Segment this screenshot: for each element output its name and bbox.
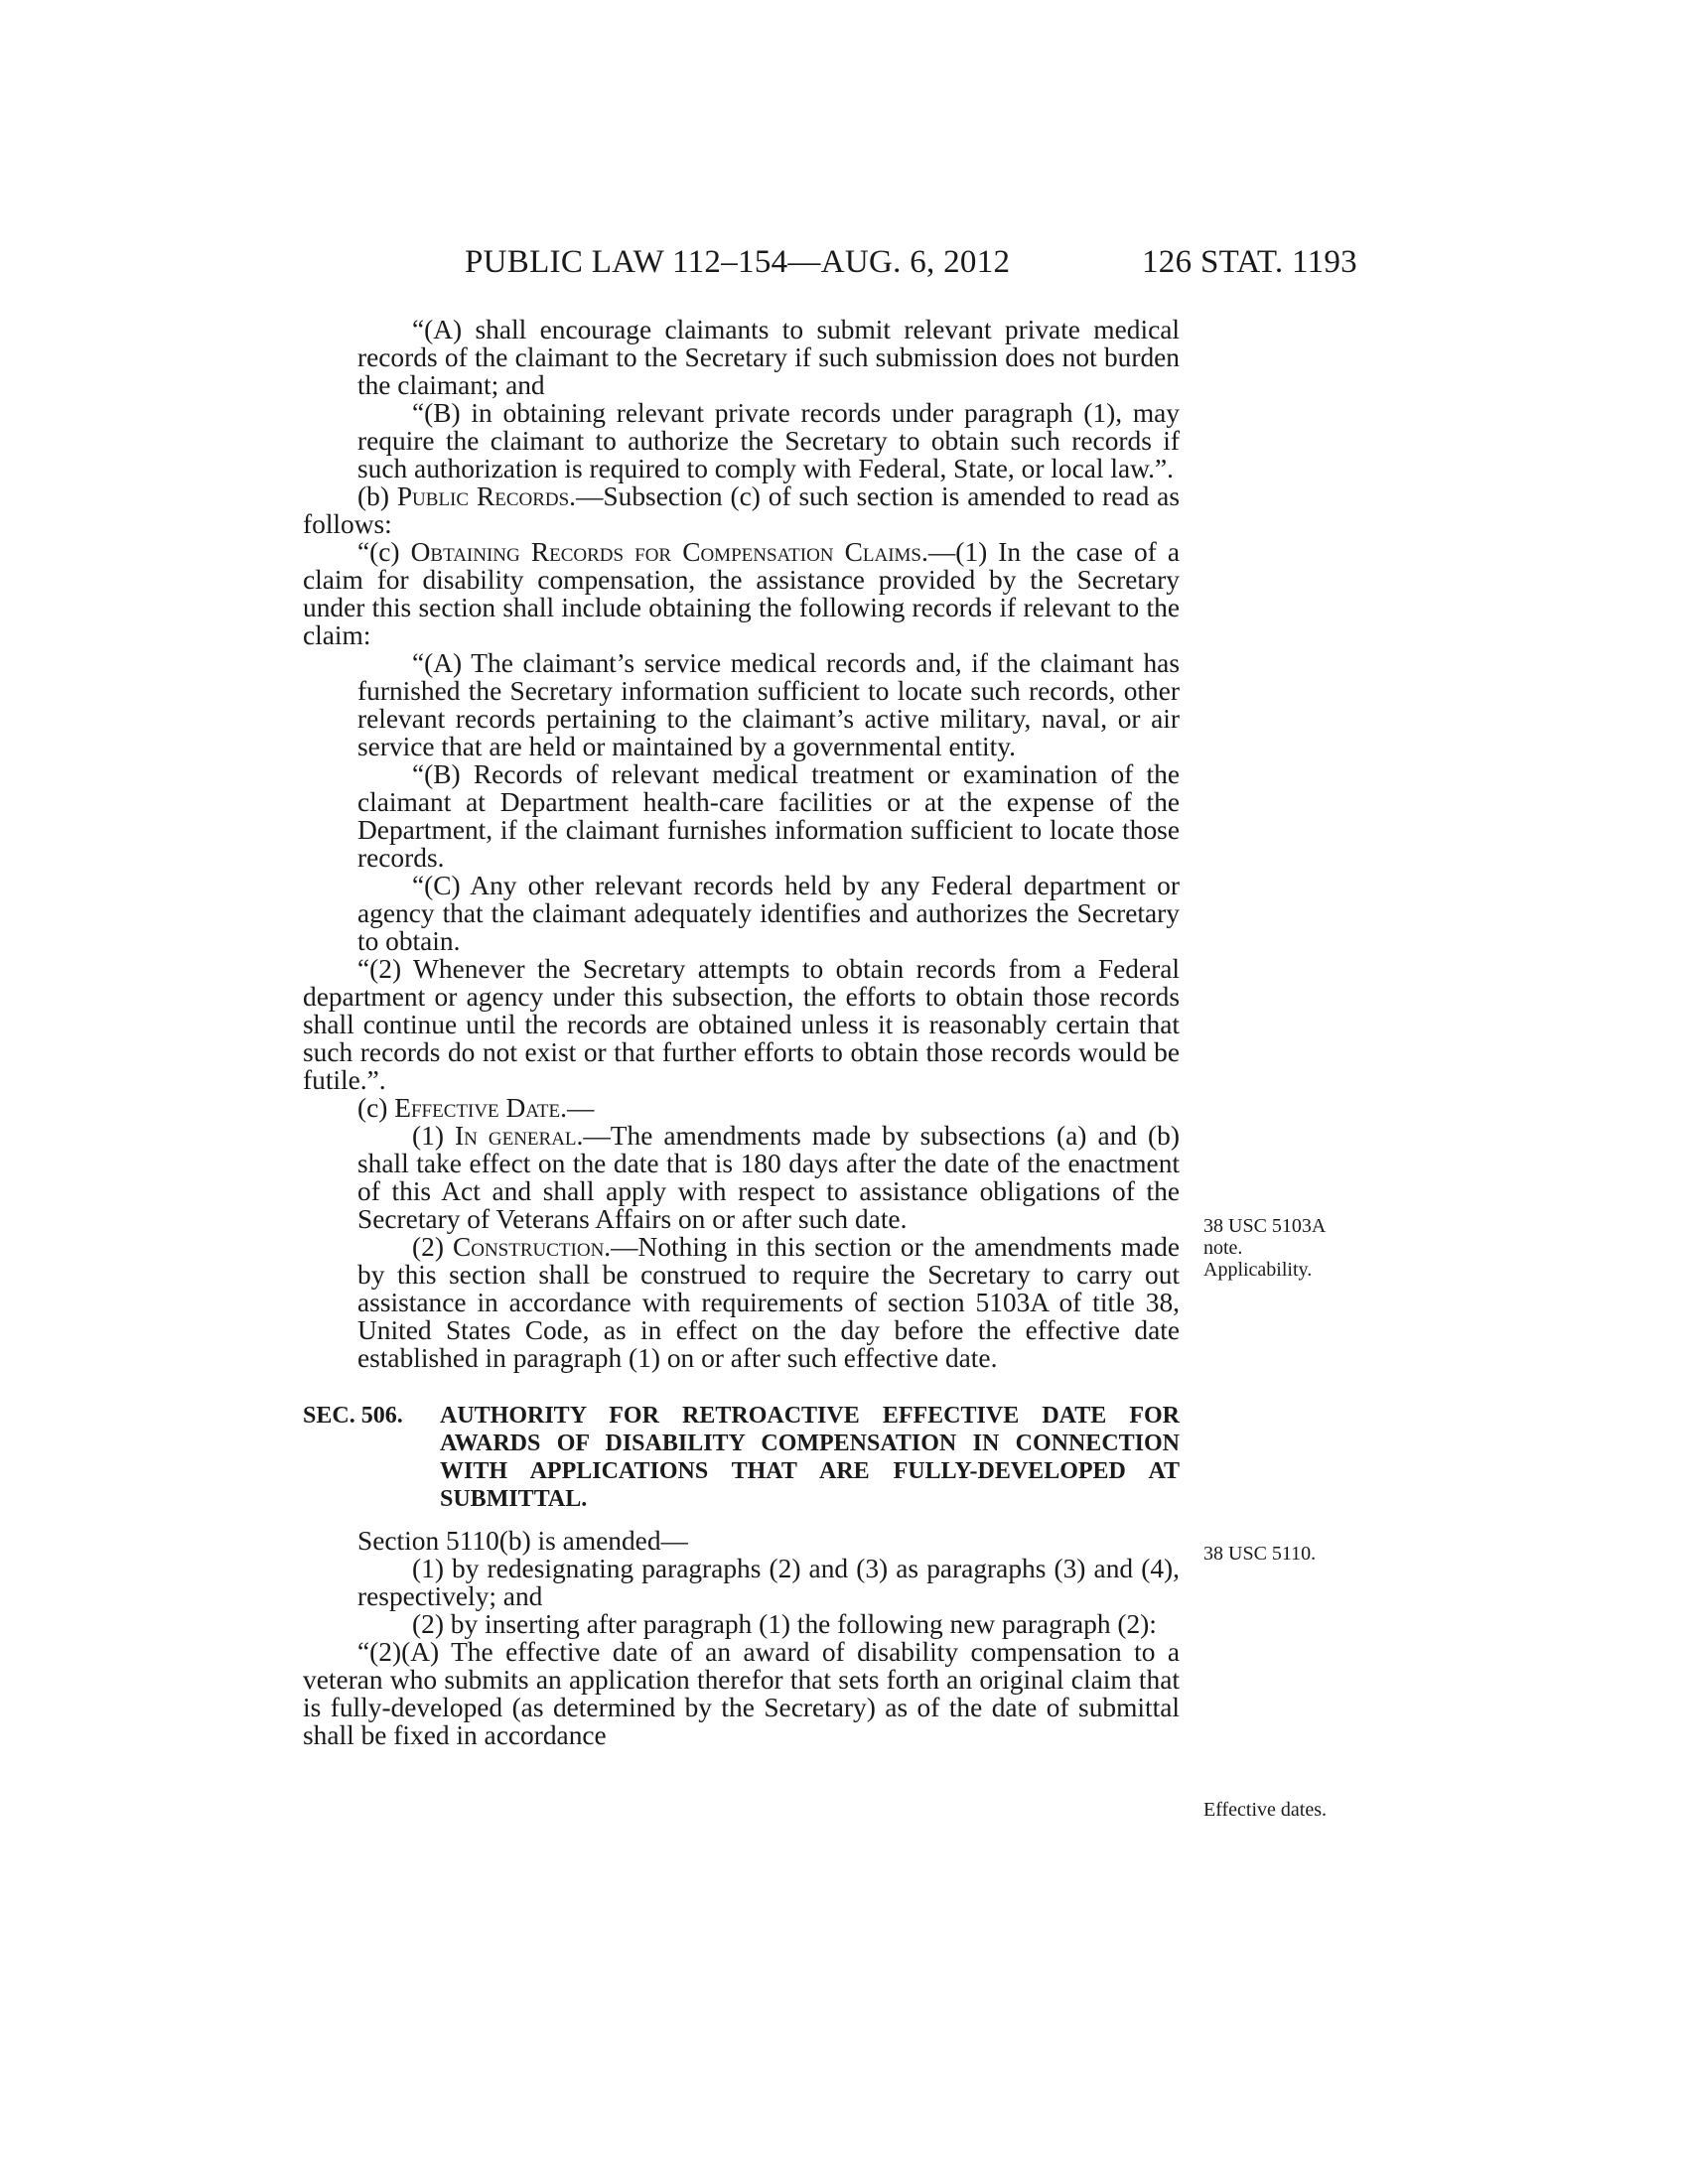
margin-note-5110: 38 USC 5110. <box>1203 1543 1317 1565</box>
paragraph-1-in-general <box>303 1122 1180 1233</box>
amendment-paragraph-2: (2) by inserting after paragraph (1) the following new paragraph (2): <box>412 1609 1157 1639</box>
margin-note-line: 38 USC 5103A <box>1203 1215 1327 1237</box>
body-text <box>303 316 1180 1749</box>
subsection-lead: (c) <box>357 1093 395 1123</box>
subsection-lead: (b) <box>357 481 397 511</box>
margin-note-line: note. <box>1203 1237 1243 1259</box>
subsection-c-obtaining-records <box>303 538 1180 649</box>
inserted-paragraph-2a: “(2)(A) The effective date of an award of disability compensation to a veteran who submits an application therefor that sets forth an original claim that is fully-developed (as determined by the Secretary) as of the date of submittal shall be fixed in accordance <box>303 1637 1180 1750</box>
paragraph-b-medical-treatment: “(B) Records of relevant medical treatment or examination of the claimant at Department health-care facilities or at the expense of the Department, if the claimant furnishes information sufficient to locate those records. <box>357 759 1180 873</box>
paragraph-b: “(B) in obtaining relevant private records under paragraph (1), may require the claimant to authorize the Secretary to obtain such records if such authorization is required to comply with Federal, State, or local law.”. <box>357 398 1180 483</box>
paragraph-2-construction <box>303 1233 1180 1372</box>
paragraph-text: —The amendments made by subsections (a) and (b) shall take effect on the date that is 180 days after the date of the enactment of this Act and shall apply with respect to assistance obligations of the Secretary of Veterans Affairs on or after such date. <box>357 1121 1180 1234</box>
subsection-b-public-records <box>303 482 1180 538</box>
paragraph-heading: Construction. <box>452 1232 612 1262</box>
section-heading <box>303 1402 1180 1513</box>
paragraph-2-efforts: “(2) Whenever the Secretary attempts to obtain records from a Federal department or agency under this subsection, the efforts to obtain those records shall continue until the records are obtained unless it is reasonably certain that such records do not exist or that further efforts to obtain those records would be futile.”. <box>303 954 1180 1095</box>
subsection-lead: “(c) <box>357 537 411 567</box>
paragraph-heading: In general. <box>454 1121 584 1151</box>
subsection-heading: Obtaining Records for Compensation Claims. <box>410 537 928 567</box>
amendment-paragraph-1: (1) by redesignating paragraphs (2) and (3) as paragraphs (3) and (4), respectively; and <box>357 1554 1180 1611</box>
paragraph-lead: (2) <box>412 1232 453 1262</box>
margin-note-effective-dates: Effective dates. <box>1203 1799 1328 1821</box>
section-number: SEC. 506. <box>303 1403 403 1429</box>
section-title: AUTHORITY FOR RETROACTIVE EFFECTIVE DATE FOR AWARDS OF DISABILITY COMPENSATION IN CONNECTION WITH APPLICATIONS THAT ARE FULLY-DEVELOPED AT SUBMITTAL. <box>440 1403 1180 1512</box>
paragraph-c-other-records: “(C) Any other relevant records held by any Federal department or agency that the claimant adequately identifies and authorizes the Secretary to obtain. <box>357 871 1180 956</box>
subsection-heading: Public Records. <box>396 481 577 511</box>
paragraph-a: “(A) shall encourage claimants to submit relevant private medical records of the claimant to the Secretary if such submission does not burden the claimant; and <box>357 315 1180 400</box>
paragraph-a-service-records: “(A) The claimant’s service medical records and, if the claimant has furnished the Secretary information sufficient to locate such records, other relevant records pertaining to the claimant’s active military, naval, or air service that are held or maintained by a governmental entity. <box>357 648 1180 761</box>
subsection-text: —(1) In the case of a claim for disability compensation, the assistance provided by the Secretary under this section shall include obtaining the following records if relevant to the claim: <box>303 537 1181 650</box>
margin-note-line: Applicability. <box>1203 1259 1313 1281</box>
margin-note-5103a <box>1203 1215 1372 1281</box>
running-header-page-number: 126 STAT. 1193 <box>1142 244 1357 280</box>
subsection-c-effective-date <box>303 1094 1180 1122</box>
subsection-text: —Subsection (c) of such section is amended to read as follows: <box>303 481 1180 539</box>
paragraph-lead: (1) <box>412 1121 455 1151</box>
running-header-title: PUBLIC LAW 112–154—AUG. 6, 2012 <box>465 244 1011 280</box>
paragraph-text: —Nothing in this section or the amendments made by this section shall be construed to require the Secretary to carry out assistance in accordance with requirements of section 5103A of title 38, United States Code, as in effect on the day before the effective date established in paragraph (1) on or after such effective date. <box>357 1232 1180 1373</box>
subsection-text: — <box>566 1093 595 1123</box>
subsection-heading: Effective Date. <box>394 1093 567 1123</box>
section-intro: Section 5110(b) is amended— <box>357 1526 688 1556</box>
